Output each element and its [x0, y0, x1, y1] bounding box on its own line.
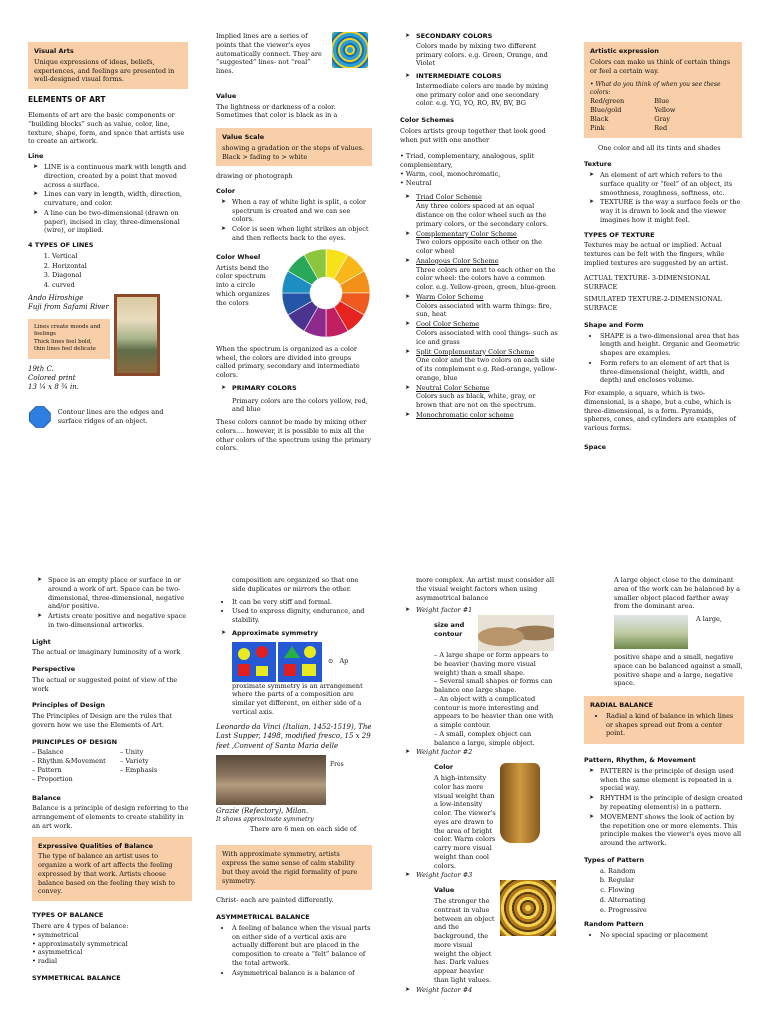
- list-item: ➤ PATTERN is the principle of design used when the same element is repeated in a special way.: [600, 767, 744, 793]
- men-text: There are 6 men on each side of: [250, 824, 357, 833]
- list-item: c. Flowing: [608, 886, 744, 895]
- scheme-item: [416, 230, 558, 256]
- space-list: [32, 576, 192, 630]
- box-text: showing a gradation or the steps of values. Black > fading to > white: [222, 143, 365, 161]
- balance-text: Balance is a principle of design referring to the arrangement of elements to create stability in an art work.: [32, 804, 189, 830]
- scheme-desc: Any three colors spaced at an equal distance on the color wheel such as the primary colors, or the secondary colors.: [416, 202, 549, 228]
- leonardo-caption: Leonardo da Vinci (Italian, 1452-1519), The Last Supper, 1498, modified fresco, 15 x 29 feet ,Convent of Santa Maria delle: [216, 722, 372, 750]
- color-pairs: [590, 97, 736, 132]
- vase-image: [500, 763, 540, 843]
- wheel-heading: Color Wheel: [216, 252, 261, 261]
- large-text: A large object close to the dominant area of the work can be balanced by a smaller object placed farther away from the dominant area.: [614, 576, 740, 611]
- weight-factor: [416, 748, 558, 870]
- list-item: ➤ Approximate symmetry: [232, 629, 372, 638]
- wheel-text: Artists bend the color spectrum into a circle which organizes the colors: [216, 263, 270, 307]
- weight-factor-text: A high-intensity color has more visual weight than a low-intensity color. The viewer's eyes are drawn to the area of bright color. Warm colors carry more visual weight than cool colors.: [434, 774, 496, 870]
- list-item: ➤ LINE is a continuous mark with length and direction, created by a point that moved across a surface.: [44, 163, 188, 189]
- list-item: e. Progressive: [608, 906, 744, 915]
- pair-left: Pink: [590, 123, 605, 132]
- scheme-item: [416, 193, 558, 228]
- list-item: ➤ TEXTURE is the way a surface feels or the way it is drawn to look and the viewer imagines how it might feel.: [600, 198, 742, 224]
- visual-arts-box: [28, 42, 188, 89]
- spectrum-text: When the spectrum is organized as a color wheel, the colors are divided into groups called primary, secondary and intermediate colors.: [216, 344, 360, 380]
- list-item: • Asymmetrical balance is a balance of: [232, 969, 372, 978]
- shows-text: It shows approximate symmetry: [216, 816, 314, 824]
- primary-text: Primary colors are the colors yellow, red, and blue: [232, 396, 368, 414]
- intro-text: Elements of art are the basic components or “building blocks” such as value, color, line, texture, shape, form, and space that artists use to create an artwork.: [28, 111, 185, 146]
- list-item: d. Alternating: [608, 896, 744, 905]
- pair-left: Red/green: [590, 97, 625, 106]
- color-heading: Color: [216, 187, 236, 196]
- weight-factor-heading: Value: [434, 886, 455, 895]
- weight-factor-text: – A large shape or form appears to be heavier (having more visual weight) than a small shape. – Several small shapes or forms can balance one large shape. – An object with a complicated contour is more interesting and appears to be heavier than one with a simple contour. – A small, complex object can balance a large, simple object.: [434, 651, 554, 747]
- implied-lines-text: Implied lines are a series of points that the viewer's eyes automatically connect. They are “suggested” lines- not “real” lines.: [216, 32, 322, 76]
- list-item: [416, 72, 558, 81]
- list-item: [416, 32, 558, 41]
- composition-text: composition are organized so that one side duplicates or mirrors the other.: [232, 576, 359, 593]
- box-text: The type of balance an artist uses to organize a work of art affects the feeling expressed by that work. Artists choose balance based on the feeling they wish to convey.: [38, 852, 175, 896]
- list-item: ➤ Lines can vary in length, width, direction, curvature, and color.: [44, 190, 188, 208]
- secondary-text: Colors made by mixing two different primary colors. e.g. Green, Orange, and Violet: [416, 41, 548, 68]
- simulated-texture: SIMULATED TEXTURE-2-DIMENSIONAL SURFACE: [584, 295, 722, 313]
- list-item: • Used to express dignity, endurance, and stability.: [232, 607, 372, 625]
- list-item: ➤ RHYTHM is the principle of design created by repeating element(s) in a pattern.: [600, 794, 744, 812]
- scheme-item: [416, 384, 558, 410]
- column-3: [400, 32, 558, 424]
- types-balance-text: There are 4 types of balance: • symmetrical • approximately symmetrical • asymmetrical • radial: [32, 921, 129, 966]
- texture-types-heading: TYPES OF TEXTURE: [584, 230, 655, 239]
- box-title: Value Scale: [222, 133, 265, 142]
- column-1: [28, 42, 188, 435]
- scheme-item: [416, 411, 558, 420]
- scheme-item: [416, 348, 558, 383]
- column-6: [216, 576, 372, 981]
- weight-factor-text: The stronger the contrast in value between an object and the background, the more visual weight the object has. Dark values appear heavier than light values.: [434, 896, 495, 984]
- prm-list: [584, 767, 744, 848]
- list-item: ➤ PRIMARY COLORS: [232, 384, 372, 393]
- intro-text: more complex. An artist must consider all the visual weight factors when using asymmetrical balance: [416, 576, 555, 602]
- tints-text: One color and all its tints and shades: [598, 143, 721, 152]
- column-2: [216, 32, 372, 457]
- principles-list-heading: PRINCIPLES OF DESIGN: [32, 737, 118, 746]
- shape-example: For example, a square, which is two-dimensional, is a shape, but a cube, which is three-dimensional, is a form. Pyramids, spheres, cones, and cylinders are examples of various forms.: [584, 389, 736, 433]
- list-item: b. Regular: [608, 876, 744, 885]
- pair-right: Gray: [654, 115, 671, 124]
- scheme-desc: Two colors opposite each other on the color wheel: [416, 238, 542, 256]
- grazie-caption: Grazie (Refectory), Milan.: [216, 806, 309, 815]
- principles-columns: [32, 748, 192, 783]
- list-item: ➤ A line can be two-dimensional (drawn on paper), incised in clay, three-dimensional (wire), or implied.: [44, 209, 188, 235]
- pair-left: Blue/gold: [590, 106, 622, 115]
- random-heading: Random Pattern: [584, 920, 644, 929]
- perspective-text: The actual or suggested point of view of the work: [32, 675, 178, 693]
- list-item: • No special spacing or placement: [600, 931, 744, 940]
- value-contrast-image: [500, 880, 556, 936]
- weight-factor-label: ➤ Weight factor #2: [416, 748, 473, 757]
- drawing-text: drawing or photograph: [216, 172, 293, 181]
- schemes-list: • Triad, complementary, analogous, split complementary, • Warm, cool, monochromatic, • Neutral: [400, 152, 535, 187]
- intermediate-list: [400, 72, 558, 81]
- box-title: Artistic expression: [590, 47, 659, 55]
- positive-text: positive shape and a small, negative space can be balanced against a small, positive shape and a large, negative space.: [614, 653, 743, 688]
- balance-heading: Balance: [32, 793, 61, 802]
- value-heading: Value: [216, 91, 237, 100]
- principles-heading: Principles of Design: [32, 701, 106, 710]
- artwork-meta: 19th C. Colored print 13 ¼ x 8 ¾ in.: [28, 364, 79, 392]
- color-list: [216, 198, 372, 243]
- fresco-label: Fres: [330, 760, 344, 768]
- target-icon: ⊙: [328, 657, 334, 666]
- principle-item: – Variety: [120, 757, 149, 766]
- radial-list: [590, 712, 738, 738]
- hiroshige-print-image: [114, 294, 160, 376]
- weight-factor-label: ➤ Weight factor #4: [416, 985, 473, 994]
- weight-factor-heading: size and contour: [434, 621, 465, 638]
- random-list: [584, 931, 744, 940]
- weight-factor-label: ➤ Weight factor #3: [416, 871, 473, 880]
- pattern-types-list: [584, 867, 744, 915]
- list-item: ➤ Space is an empty place or surface in or around a work of art. Space can be two- dimensional, three-dimensional, negative and/or positive.: [48, 576, 192, 611]
- principle-item: – Unity: [120, 748, 144, 757]
- list-item: 2. Horizontal: [52, 262, 188, 271]
- texture-heading: Texture: [584, 160, 612, 169]
- artistic-expression-box: [584, 42, 742, 138]
- prm-heading: Pattern, Rhythm, & Movement: [584, 756, 696, 765]
- list-item: • SHAPE is a two-dimensional area that has length and height. Organic and Geometric shapes are examples.: [600, 332, 742, 358]
- intermediate-heading: INTERMEDIATE COLORS: [416, 72, 502, 81]
- primary-more: These colors cannot be made by mixing other colors.... however, it is possible to mix all the other colors of the spectrum using the primary colors.: [216, 418, 371, 453]
- box-question: • What do you think of when you see these colors:: [590, 81, 721, 97]
- list-item: 4. curved: [52, 281, 188, 290]
- scheme-list: [400, 193, 558, 419]
- list-item: • A feeling of balance when the visual parts on either side of a vertical axis are actually different but are placed in the composition to create a “felt” balance of the total artwork.: [232, 924, 372, 968]
- box-text: Colors can make us think of certain things or feel a certain way.: [590, 57, 731, 75]
- list-item: a. Random: [608, 867, 744, 876]
- principle-item: – Balance: [32, 748, 64, 757]
- approximate-symmetry-image: [232, 642, 322, 682]
- scheme-name: ➤ Neutral Color Scheme: [416, 383, 490, 392]
- secondary-list: [400, 32, 558, 41]
- space-heading: Space: [584, 442, 606, 451]
- scheme-desc: Colors associated with warm things: fire, sun, heat: [416, 301, 552, 319]
- note-box: Lines create moods and feelings Thick lines feel bold, thin lines feel delicate: [28, 319, 110, 359]
- pair-right: Yellow: [654, 106, 676, 115]
- pattern-types-heading: Types of Pattern: [584, 855, 645, 864]
- sym-list: [216, 598, 372, 625]
- value-text: The lightness or darkness of a color. Sometimes that color is black as in a: [216, 102, 338, 120]
- weight-factor-heading: Color: [434, 763, 454, 772]
- scheme-name: ➤ Triad Color Scheme: [416, 193, 482, 202]
- pair-left: Black: [590, 115, 609, 124]
- perspective-heading: Perspective: [32, 665, 76, 674]
- principle-item: – Pattern: [32, 766, 62, 775]
- light-heading: Light: [32, 637, 51, 646]
- list-item: ➤ An element of art which refers to the surface quality or “feel” of an object, its smoothness, roughness, softness, etc.: [600, 171, 742, 197]
- approx-symmetry-box: With approximate symmetry, artists express the same sense of calm stability but they avoid the rigid formality of pure symmetry.: [216, 845, 372, 890]
- contour-text: Contour lines are the edges and surface ridges of an object.: [57, 408, 164, 425]
- approx-text: proximate symmetry is an arrangement where the parts of a composition are similar yet different, on either side of a vertical axis.: [232, 681, 363, 716]
- scheme-name: ➤ Complementary Color Scheme: [416, 229, 517, 238]
- weight-factor: [416, 986, 558, 995]
- principles-text: The Principles of Design are the rules that govern how we use the Elements of Art.: [32, 712, 173, 729]
- secondary-heading: SECONDARY COLORS: [416, 32, 493, 40]
- line-list: [28, 163, 188, 235]
- value-scale-box: [216, 128, 372, 166]
- weight-factor: [416, 606, 558, 747]
- types-heading: 4 TYPES OF LINES: [28, 241, 94, 250]
- types-list: [28, 252, 188, 290]
- shape-heading: Shape and Form: [584, 320, 644, 329]
- scheme-name: ➤ Cool Color Scheme: [416, 320, 480, 329]
- schemes-text: Colors artists group together that look good when put with one another: [400, 126, 546, 144]
- approx-list: [216, 629, 372, 638]
- texture-list: [584, 171, 742, 225]
- radial-balance-box: [584, 696, 744, 744]
- list-item: 3. Diagonal: [52, 271, 188, 280]
- column-7: [400, 576, 558, 998]
- last-supper-image: [216, 755, 326, 805]
- scheme-desc: Colors such as black, white, gray, or brown that are not on the spectrum.: [416, 392, 537, 410]
- list-item: ➤ MOVEMENT shows the look of action by the repetition one or more elements. This principle makes the viewer's eyes move all around the artwork.: [600, 813, 744, 848]
- pair-right: Blue: [654, 97, 670, 106]
- box-title: RADIAL BALANCE: [590, 701, 654, 710]
- column-5: [32, 576, 192, 985]
- principle-item: – Proportion: [32, 774, 73, 783]
- scheme-item: [416, 293, 558, 319]
- a-large-text: A large,: [696, 615, 722, 624]
- pair-right: Red: [654, 123, 668, 132]
- implied-lines-image: [332, 32, 368, 68]
- column-8: [584, 576, 744, 944]
- scheme-desc: One color and the two colors on each side of its complement e.g. Red-orange, yellow-orange, blue: [416, 356, 558, 382]
- weight-factor-label: ➤ Weight factor #1: [416, 606, 473, 615]
- light-text: The actual or imaginary luminosity of a work: [32, 648, 181, 657]
- scheme-desc: Three colors are next to each other on the color wheel: the colors have a common color. e.g. Yellow-green, green, blue-green: [416, 265, 556, 292]
- list-item: 1. Vertical: [52, 252, 188, 261]
- list-item: • Form refers to an element of art that is three-dimensional (height, width, and depth) and encloses volume.: [600, 359, 742, 385]
- scheme-item: [416, 257, 558, 292]
- primary-list: [216, 384, 372, 393]
- schemes-heading: Color Schemes: [400, 116, 455, 125]
- asym-list: [216, 924, 372, 978]
- baskets-image: [478, 615, 554, 651]
- texture-types-text: Textures may be actual or implied. Actual textures can be felt with the fingers, while implied textures are suggested by an artist.: [584, 241, 729, 267]
- expressive-balance-box: [32, 837, 192, 902]
- scheme-name: ➤ Analogous Color Scheme: [416, 256, 499, 265]
- symmetrical-heading: SYMMETRICAL BALANCE: [32, 973, 121, 982]
- list-item: • Radial a kind of balance in which lines or shapes spread out from a center point.: [606, 712, 738, 738]
- principle-item: – Emphasis: [120, 766, 158, 775]
- color-wheel-image: [280, 247, 372, 339]
- line-heading: Line: [28, 152, 44, 161]
- shape-list: [584, 332, 742, 386]
- list-item: ➤ Artists create positive and negative space in two-dimensional artworks.: [48, 612, 192, 630]
- box-text: Unique expressions of ideas, beliefs, experiences, and feelings are presented in well-designed visual forms.: [34, 57, 175, 84]
- approx-ap: Ap: [339, 657, 349, 666]
- weight-list: [400, 606, 558, 994]
- artwork-caption: Ando Hiroshige Fuji from Safami River: [28, 293, 109, 312]
- types-balance-heading: TYPES OF BALANCE: [32, 911, 104, 920]
- scheme-desc: Colors associated with cool things- such as ice and grass: [416, 328, 558, 346]
- actual-texture: ACTUAL TEXTURE- 3-DIMENSIONAL SURFACE: [584, 273, 711, 291]
- list-item: • It can be very stiff and formal.: [232, 598, 372, 607]
- scheme-name: ➤ Warm Color Scheme: [416, 292, 484, 301]
- principle-item: – Rhythm &Movement: [32, 757, 106, 766]
- landscape-image: [614, 615, 688, 649]
- scheme-item: [416, 320, 558, 346]
- column-4: [584, 42, 742, 454]
- box-title: Visual Arts: [34, 47, 74, 55]
- box-title: Expressive Qualities of Balance: [38, 841, 154, 850]
- intermediate-text: Intermediate colors are made by mixing one primary color and one secondary color. e.g. YG, YO, RO, RV, BV, BG: [416, 81, 549, 108]
- christ-text: Christ- each are painted differently.: [216, 896, 334, 905]
- scheme-name: ➤ Split Complementary Color Scheme: [416, 347, 535, 356]
- asym-heading: ASYMMETRICAL BALANCE: [216, 913, 310, 922]
- weight-factor: [416, 871, 558, 984]
- list-item: ➤ Color is seen when light strikes an object and then reflects back to the eyes.: [232, 225, 372, 243]
- scheme-name: ➤ Monochromatic color scheme: [416, 410, 514, 419]
- list-item: ➤ When a ray of white light is split, a color spectrum is created and we can see colors.: [232, 198, 372, 224]
- octagon-icon: [28, 399, 52, 435]
- section-heading: ELEMENTS OF ART: [28, 95, 106, 105]
